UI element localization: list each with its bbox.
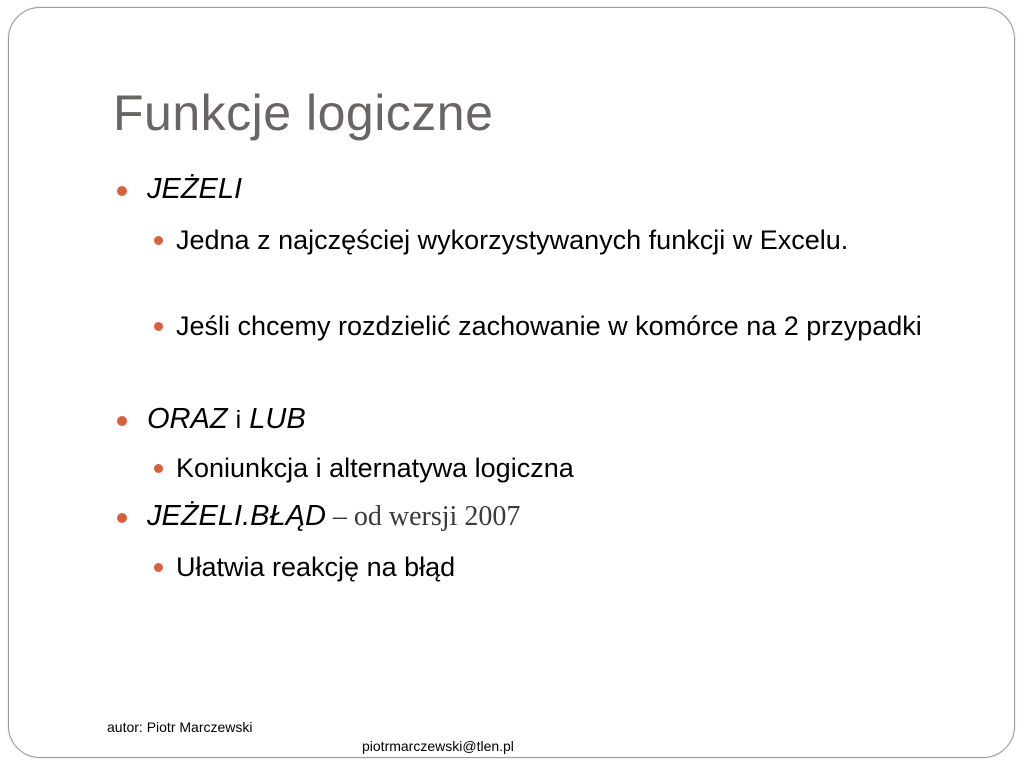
sub-bullet-dot-icon (154, 322, 163, 331)
sub-bullet-text: Ułatwia reakcję na błąd (176, 552, 456, 582)
bullet-connector: i (235, 406, 242, 434)
sub-bullet (176, 308, 976, 345)
sub-bullet-text: Jeśli chcemy rozdzielić zachowanie w komórce na 2 przypadki (176, 311, 922, 341)
sub-bullet-text: Jedna z najczęściej wykorzystywanych funkcji w Excelu. (176, 225, 849, 255)
sub-bullet-text: Koniunkcja i alternatywa logiczna (176, 453, 574, 483)
bullet-label-b: LUB (249, 403, 306, 435)
bullet-version-note: – od wersji 2007 (325, 501, 521, 532)
bullet-label-a: ORAZ (147, 403, 228, 435)
footer-author: autor: Piotr Marczewski (107, 719, 253, 735)
bullet-dot-icon (117, 416, 127, 426)
bullet-jezeli-blad (147, 500, 520, 533)
bullet-dot-icon (117, 513, 127, 523)
sub-bullet-dot-icon (154, 563, 163, 572)
footer-email: piotrmarczewski@tlen.pl (362, 738, 514, 754)
sub-bullet (176, 222, 976, 259)
sub-bullet (176, 450, 976, 487)
sub-bullet-dot-icon (154, 236, 163, 245)
bullet-label: JEŻELI (147, 173, 243, 205)
sub-bullet (176, 549, 976, 586)
bullet-label: JEŻELI.BŁĄD (147, 500, 326, 532)
bullet-jezeli (147, 173, 242, 206)
bullet-oraz-lub (147, 403, 306, 436)
bullet-dot-icon (117, 186, 127, 196)
sub-bullet-dot-icon (154, 464, 163, 473)
slide-title: Funkcje logiczne (113, 85, 494, 141)
